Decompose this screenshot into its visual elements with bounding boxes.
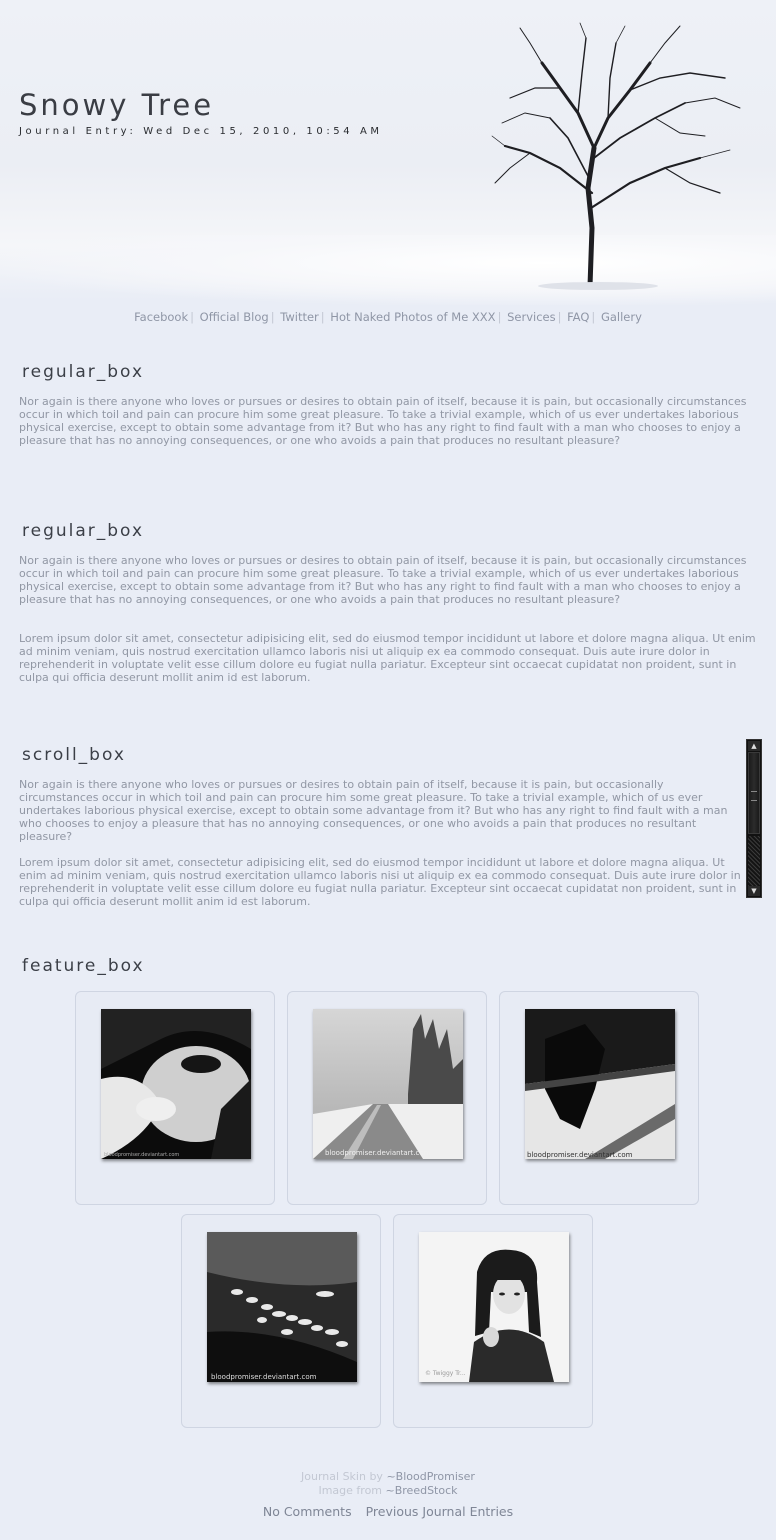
- nav-separator: |: [270, 310, 275, 324]
- box-paragraph: Lorem ipsum dolor sit amet, consectetur adipisicing elit, sed do eiusmod tempor incididunt ut labore et dolore magna aliqua. Ut enim ad minim veniam, quis nostrud exercitation ullamco laboris nisi ut aliquip ex ea commodo consequat. Duis aute irure dolor in reprehenderit in voluptate velit esse cillum dolore eu fugiat nulla pariatur. Excepteur sint occaecat cupidatat non proident, sunt in culpa qui officia deserunt mollit anim id est laborum.: [19, 856, 741, 908]
- box-title: regular_box: [22, 521, 144, 541]
- feature-card[interactable]: [181, 1214, 381, 1428]
- tree-illustration: [490, 18, 750, 293]
- feature-photo[interactable]: [207, 1232, 357, 1382]
- skin-credit-prefix: Journal Skin by: [301, 1470, 383, 1483]
- photo-watermark: bloodpromiser.deviantart.com: [211, 1373, 317, 1381]
- photo-watermark: bloodpromiser.deviantart.com: [527, 1151, 633, 1159]
- nav-link-official-blog[interactable]: Official Blog: [199, 310, 269, 324]
- nav-link-gallery[interactable]: Gallery: [600, 310, 642, 324]
- scrollbar-track[interactable]: [748, 836, 760, 886]
- nav-link-faq[interactable]: FAQ: [567, 310, 590, 324]
- feature-card[interactable]: [499, 991, 699, 1205]
- nav-link-services[interactable]: Services: [507, 310, 556, 324]
- box-title: scroll_box: [22, 745, 126, 765]
- journal-date: Journal Entry: Wed Dec 15, 2010, 10:54 AM: [19, 126, 383, 137]
- skin-credit-line: [0, 1470, 776, 1484]
- feature-photo[interactable]: [313, 1009, 463, 1159]
- scrollbar[interactable]: [746, 739, 762, 898]
- box-paragraph: Nor again is there anyone who loves or pursues or desires to obtain pain of itself, because it is pain, but occasionally circumstances occur in which toil and pain can procure him some great pleasure. To take a trivial example, which of us ever undertakes laborious physical exercise, except to obtain some advantage from it? But who has any right to find fault with a man who chooses to enjoy a pleasure that has no annoying consequences, or one who avoids a pain that produces no resultant pleasure?: [19, 395, 747, 447]
- comments-link[interactable]: No Comments: [262, 1504, 352, 1519]
- feature-card[interactable]: [287, 991, 487, 1205]
- image-credit-line: [0, 1484, 776, 1498]
- page-title: Snowy Tree: [19, 88, 215, 122]
- feature-photo[interactable]: [101, 1009, 251, 1159]
- image-credit-prefix: Image from: [318, 1484, 383, 1497]
- nav-link-facebook[interactable]: Facebook: [134, 310, 189, 324]
- feature-photo[interactable]: [419, 1232, 569, 1382]
- scroll-down-icon[interactable]: ▼: [748, 886, 760, 896]
- photo-watermark: © Twiggy Tr...: [425, 1370, 466, 1377]
- nav-link-photos[interactable]: Hot Naked Photos of Me XXX: [330, 310, 496, 324]
- nav-link-twitter[interactable]: Twitter: [280, 310, 319, 324]
- photo-watermark: bloodpromiser.deviantart.com: [104, 1152, 180, 1158]
- top-nav: [0, 310, 776, 324]
- scrollbar-thumb[interactable]: [748, 752, 760, 834]
- photo-watermark: bloodpromiser.deviantart.com: [325, 1149, 431, 1157]
- feature-photo[interactable]: [525, 1009, 675, 1159]
- nav-separator: |: [320, 310, 325, 324]
- skin-credits: [0, 1470, 776, 1498]
- feature-card[interactable]: [75, 991, 275, 1205]
- feature-card[interactable]: [393, 1214, 593, 1428]
- box-paragraph: Nor again is there anyone who loves or pursues or desires to obtain pain of itself, because it is pain, but occasionally circumstances occur in which toil and pain can procure him some great pleasure. To take a trivial example, which of us ever undertakes laborious physical exercise, except to obtain some advantage from it? But who has any right to find fault with a man who chooses to enjoy a pleasure that has no annoying consequences, or one who avoids a pain that produces no resultant pleasure?: [19, 778, 728, 843]
- box-title: feature_box: [22, 956, 145, 976]
- scroll-up-icon[interactable]: ▲: [748, 741, 760, 751]
- previous-entries-link[interactable]: Previous Journal Entries: [365, 1504, 514, 1519]
- nav-separator: |: [497, 310, 502, 324]
- nav-separator: |: [190, 310, 195, 324]
- nav-separator: |: [591, 310, 596, 324]
- scroll-box-content[interactable]: [19, 778, 741, 908]
- box-paragraph: Nor again is there anyone who loves or pursues or desires to obtain pain of itself, because it is pain, but occasionally circumstances occur in which toil and pain can procure him some great pleasure. To take a trivial example, which of us ever undertakes laborious physical exercise, except to obtain some advantage from it? But who has any right to find fault with a man who chooses to enjoy a pleasure that has no annoying consequences, or one who avoids a pain that produces no resultant pleasure?: [19, 554, 747, 606]
- header-banner: [0, 0, 776, 300]
- footer-links: [0, 1504, 776, 1519]
- skin-author-link[interactable]: ~BloodPromiser: [386, 1470, 475, 1483]
- box-title: regular_box: [22, 362, 144, 382]
- image-author-link[interactable]: ~BreedStock: [385, 1484, 458, 1497]
- grip-icon: [751, 791, 757, 801]
- box-paragraph: Lorem ipsum dolor sit amet, consectetur adipisicing elit, sed do eiusmod tempor incididunt ut labore et dolore magna aliqua. Ut enim ad minim veniam, quis nostrud exercitation ullamco laboris nisi ut aliquip ex ea commodo consequat. Duis aute irure dolor in reprehenderit in voluptate velit esse cillum dolore eu fugiat nulla pariatur. Excepteur sint occaecat cupidatat non proident, sunt in culpa qui officia deserunt mollit anim id est laborum.: [19, 632, 756, 684]
- nav-separator: |: [557, 310, 562, 324]
